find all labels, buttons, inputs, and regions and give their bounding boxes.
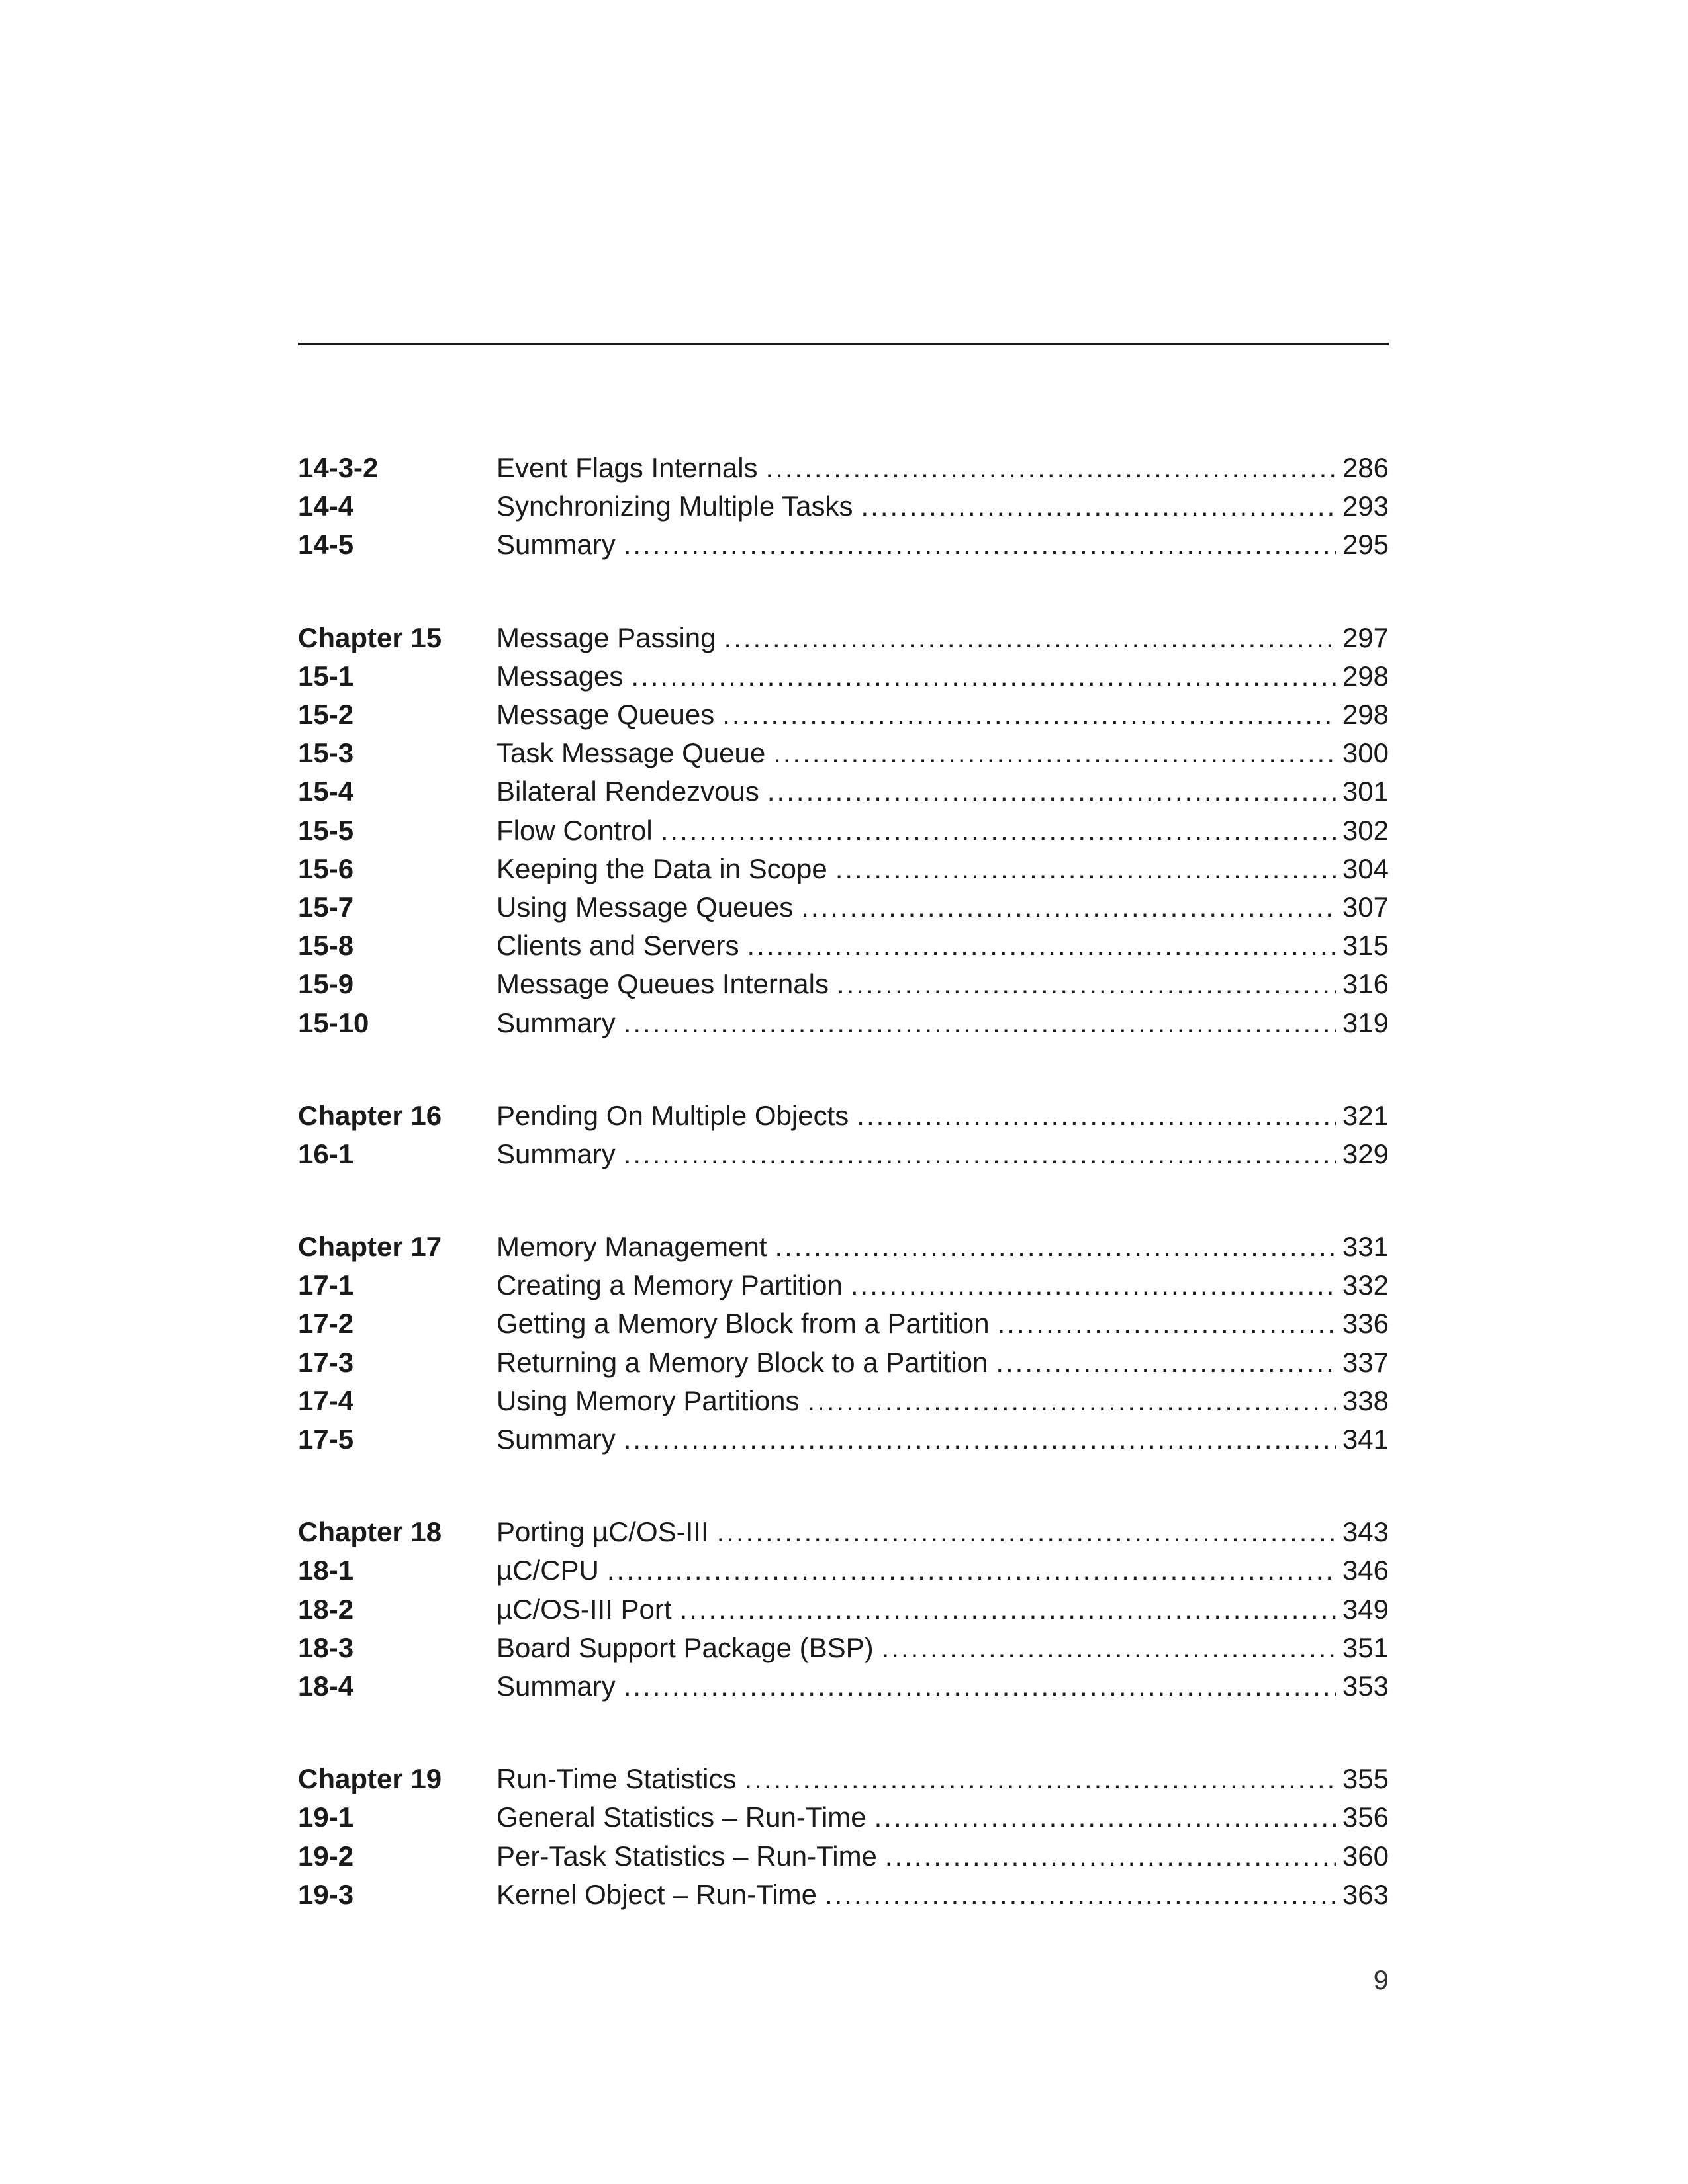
toc-entry[interactable] (298, 449, 1389, 487)
toc-entry-page: 302 (1342, 814, 1389, 846)
dot-leader (624, 1420, 1336, 1459)
dot-leader (773, 734, 1336, 772)
toc-entry[interactable] (298, 1798, 1389, 1837)
dot-leader (775, 1228, 1336, 1266)
toc-entry[interactable] (298, 525, 1389, 564)
toc-entry-line (496, 888, 1389, 927)
toc-entry-title: Porting µC/OS-III (496, 1516, 709, 1548)
toc-entry-line (496, 772, 1389, 811)
dot-leader (807, 1382, 1335, 1420)
toc-entry-line (496, 487, 1389, 525)
toc-entry-number: 17-2 (298, 1308, 354, 1340)
dot-leader (857, 1097, 1336, 1135)
toc-entry-title: Returning a Memory Block to a Partition (496, 1346, 988, 1378)
toc-entry-line (496, 1876, 1389, 1914)
toc-entry-title: µC/CPU (496, 1555, 599, 1586)
toc-section (298, 1760, 1389, 1914)
toc-entry-title: µC/OS-III Port (496, 1593, 672, 1625)
toc-entry-number: 14-4 (298, 490, 354, 522)
toc-entry-line (496, 1343, 1389, 1382)
toc-entry-number: 15-3 (298, 737, 354, 769)
dot-leader (801, 888, 1336, 927)
toc-entry-title: Clients and Servers (496, 930, 739, 962)
toc-entry-title: Creating a Memory Partition (496, 1269, 843, 1301)
toc-entry-title: Run-Time Statistics (496, 1763, 737, 1795)
toc-entry-title: Messages (496, 660, 624, 692)
dot-leader (825, 1876, 1336, 1914)
toc-entry-number: 15-5 (298, 814, 354, 846)
toc-entry-title: Keeping the Data in Scope (496, 852, 827, 884)
toc-entry-line (496, 811, 1389, 850)
toc-entry-page: 293 (1342, 490, 1389, 522)
dot-leader (661, 811, 1336, 850)
toc-entry-page: 336 (1342, 1308, 1389, 1340)
toc-entry-number: Chapter 19 (298, 1763, 442, 1795)
dot-leader (631, 657, 1336, 696)
toc-entry-line (496, 1590, 1389, 1629)
toc-entry[interactable] (298, 1266, 1389, 1304)
toc-entry-number: Chapter 18 (298, 1516, 442, 1548)
toc-entry-number: 18-4 (298, 1670, 354, 1702)
toc-entry-title: Event Flags Internals (496, 452, 758, 484)
toc-entry[interactable] (298, 487, 1389, 525)
toc-entry-title: Memory Management (496, 1231, 767, 1263)
toc-entry-title: Summary (496, 529, 616, 561)
dot-leader (885, 1837, 1336, 1876)
toc-entry-page: 343 (1342, 1516, 1389, 1548)
dot-leader (766, 449, 1336, 487)
toc-entry-number: 19-2 (298, 1840, 354, 1872)
page-number: 9 (1373, 1964, 1389, 1995)
toc-entry-title: Summary (496, 1670, 616, 1702)
toc-entry[interactable] (298, 965, 1389, 1003)
toc-entry[interactable] (298, 1590, 1389, 1629)
toc-entry[interactable] (298, 1629, 1389, 1667)
dot-leader (767, 772, 1336, 811)
toc-entry-number: 17-1 (298, 1269, 354, 1301)
toc-entry-title: Kernel Object – Run-Time (496, 1878, 817, 1910)
toc-entry-line (496, 927, 1389, 965)
toc-entry-title: Message Passing (496, 621, 716, 653)
toc-section (298, 1097, 1389, 1173)
toc-entry-number: 15-10 (298, 1007, 369, 1038)
toc-entry-page: 341 (1342, 1424, 1389, 1455)
toc-entry-page: 363 (1342, 1878, 1389, 1910)
toc-entry[interactable] (298, 1667, 1389, 1706)
toc-entry[interactable] (298, 1228, 1389, 1266)
toc-entry-title: Task Message Queue (496, 737, 766, 769)
toc-entry-number: Chapter 16 (298, 1099, 442, 1131)
dot-leader (680, 1590, 1336, 1629)
toc-entry-page: 316 (1342, 968, 1389, 1000)
dot-leader (874, 1798, 1336, 1837)
dot-leader (837, 965, 1336, 1003)
toc-entry-page: 351 (1342, 1631, 1389, 1663)
toc-entry-page: 353 (1342, 1670, 1389, 1702)
toc-entry-title: Pending On Multiple Objects (496, 1099, 849, 1131)
toc-entry-line (496, 1135, 1389, 1173)
toc-entry-number: 15-9 (298, 968, 354, 1000)
toc-entry-title: Message Queues Internals (496, 968, 829, 1000)
toc-entry[interactable] (298, 657, 1389, 696)
toc-entry-line (496, 850, 1389, 888)
toc-entry-title: Flow Control (496, 814, 653, 846)
toc-entry-number: 18-3 (298, 1631, 354, 1663)
toc-entry-page: 321 (1342, 1099, 1389, 1131)
toc-entry-number: Chapter 17 (298, 1231, 442, 1263)
toc-entry-line (496, 1228, 1389, 1266)
toc-entry-page: 301 (1342, 776, 1389, 807)
toc-entry-page: 297 (1342, 621, 1389, 653)
toc-entry-number: 15-7 (298, 891, 354, 923)
dot-leader (607, 1551, 1336, 1590)
toc-entry-number: 17-3 (298, 1346, 354, 1378)
toc-entry-page: 298 (1342, 699, 1389, 731)
toc-entry-line (496, 1798, 1389, 1837)
toc-entry-number: 16-1 (298, 1138, 354, 1169)
toc-entry-line (496, 1667, 1389, 1706)
toc-entry-title: Summary (496, 1138, 616, 1169)
toc-entry[interactable] (298, 1876, 1389, 1914)
toc-entry-line (496, 696, 1389, 734)
toc-entry-title: Getting a Memory Block from a Partition (496, 1308, 990, 1340)
toc-entry-line (496, 1266, 1389, 1304)
toc-entry-number: 15-2 (298, 699, 354, 731)
toc-entry-title: Bilateral Rendezvous (496, 776, 759, 807)
toc-entry-title: Using Memory Partitions (496, 1385, 800, 1416)
toc-entry[interactable] (298, 927, 1389, 965)
toc-entry-title: Using Message Queues (496, 891, 794, 923)
dot-leader (624, 1004, 1336, 1042)
toc-entry[interactable] (298, 1513, 1389, 1551)
toc-entry-line (496, 1304, 1389, 1343)
dot-leader (998, 1304, 1336, 1343)
dot-leader (624, 525, 1336, 564)
toc-entry-page: 331 (1342, 1231, 1389, 1263)
toc-entry-title: Summary (496, 1007, 616, 1038)
toc-entry[interactable] (298, 772, 1389, 811)
toc-entry-title: General Statistics – Run-Time (496, 1801, 867, 1833)
toc-entry[interactable] (298, 1382, 1389, 1420)
toc-entry-line (496, 1837, 1389, 1876)
toc-entry-number: 15-1 (298, 660, 354, 692)
dot-leader (747, 927, 1336, 965)
toc-entry-title: Board Support Package (BSP) (496, 1631, 874, 1663)
toc-section (298, 1513, 1389, 1706)
toc-entry-number: Chapter 15 (298, 621, 442, 653)
dot-leader (624, 1667, 1336, 1706)
toc-entry-page: 315 (1342, 930, 1389, 962)
toc-entry-line (496, 1420, 1389, 1459)
dot-leader (851, 1266, 1336, 1304)
toc-entry-line (496, 1760, 1389, 1798)
toc-entry-line (496, 619, 1389, 657)
toc-entry-line (496, 965, 1389, 1003)
toc-entry-page: 349 (1342, 1593, 1389, 1625)
toc-entry-page: 319 (1342, 1007, 1389, 1038)
toc-entry-line (496, 525, 1389, 564)
toc-entry[interactable] (298, 1837, 1389, 1875)
toc-entry-number: 19-1 (298, 1801, 354, 1833)
toc-entry-line (496, 1513, 1389, 1551)
toc-entry-line (496, 449, 1389, 487)
toc-entry-line (496, 1004, 1389, 1042)
toc-entry-page: 355 (1342, 1763, 1389, 1795)
dot-leader (624, 1135, 1336, 1173)
toc-entry-number: 19-3 (298, 1878, 354, 1910)
toc-entry-page: 338 (1342, 1385, 1389, 1416)
toc-entry-number: 15-4 (298, 776, 354, 807)
dot-leader (724, 619, 1336, 657)
dot-leader (861, 487, 1335, 525)
toc-entry[interactable] (298, 734, 1389, 772)
toc-entry-line (496, 657, 1389, 696)
toc-entry-number: 14-3-2 (298, 452, 379, 484)
dot-leader (996, 1343, 1336, 1382)
toc-entry-title: Summary (496, 1424, 616, 1455)
toc-entry-title: Message Queues (496, 699, 715, 731)
toc-entry[interactable] (298, 1003, 1389, 1042)
toc-entry[interactable] (298, 850, 1389, 888)
toc-entry-page: 337 (1342, 1346, 1389, 1378)
toc-entry-page: 332 (1342, 1269, 1389, 1301)
toc-entry[interactable] (298, 811, 1389, 850)
toc-entry-page: 329 (1342, 1138, 1389, 1169)
toc-entry-number: 15-6 (298, 852, 354, 884)
toc-entry[interactable] (298, 1135, 1389, 1173)
toc-entry-page: 286 (1342, 452, 1389, 484)
dot-leader (835, 850, 1336, 888)
toc-entry-page: 295 (1342, 529, 1389, 561)
toc-entry[interactable] (298, 888, 1389, 927)
toc-entry-page: 360 (1342, 1840, 1389, 1872)
dot-leader (717, 1513, 1336, 1551)
toc-entry[interactable] (298, 1760, 1389, 1798)
toc-entry-page: 356 (1342, 1801, 1389, 1833)
dot-leader (882, 1629, 1336, 1667)
toc-entry-number: 17-4 (298, 1385, 354, 1416)
dot-leader (722, 696, 1336, 734)
toc-entry-number: 15-8 (298, 930, 354, 962)
toc-entry-number: 17-5 (298, 1424, 354, 1455)
toc-entry-line (496, 1097, 1389, 1135)
toc-entry[interactable] (298, 1304, 1389, 1343)
dot-leader (745, 1760, 1336, 1798)
toc-entry[interactable] (298, 696, 1389, 734)
toc-entry[interactable] (298, 1097, 1389, 1135)
toc-entry[interactable] (298, 1343, 1389, 1382)
toc-entry-number: 18-1 (298, 1555, 354, 1586)
toc-entry[interactable] (298, 1551, 1389, 1590)
toc-entry-line (496, 1382, 1389, 1420)
toc-entry-page: 300 (1342, 737, 1389, 769)
toc-entry-title: Per-Task Statistics – Run-Time (496, 1840, 877, 1872)
toc-entry-line (496, 1629, 1389, 1667)
toc-section (298, 619, 1389, 1042)
toc-entry-line (496, 734, 1389, 772)
header-rule (298, 343, 1389, 345)
toc-entry-page: 298 (1342, 660, 1389, 692)
toc-entry-page: 346 (1342, 1555, 1389, 1586)
toc-entry-page: 304 (1342, 852, 1389, 884)
toc-entry[interactable] (298, 1420, 1389, 1459)
toc-entry-number: 14-5 (298, 529, 354, 561)
toc-entry-number: 18-2 (298, 1593, 354, 1625)
toc-entry[interactable] (298, 619, 1389, 657)
toc-section (298, 449, 1389, 565)
toc-entry-title: Synchronizing Multiple Tasks (496, 490, 853, 522)
table-of-contents (298, 449, 1389, 1968)
toc-section (298, 1228, 1389, 1459)
toc-entry-line (496, 1551, 1389, 1590)
toc-entry-page: 307 (1342, 891, 1389, 923)
